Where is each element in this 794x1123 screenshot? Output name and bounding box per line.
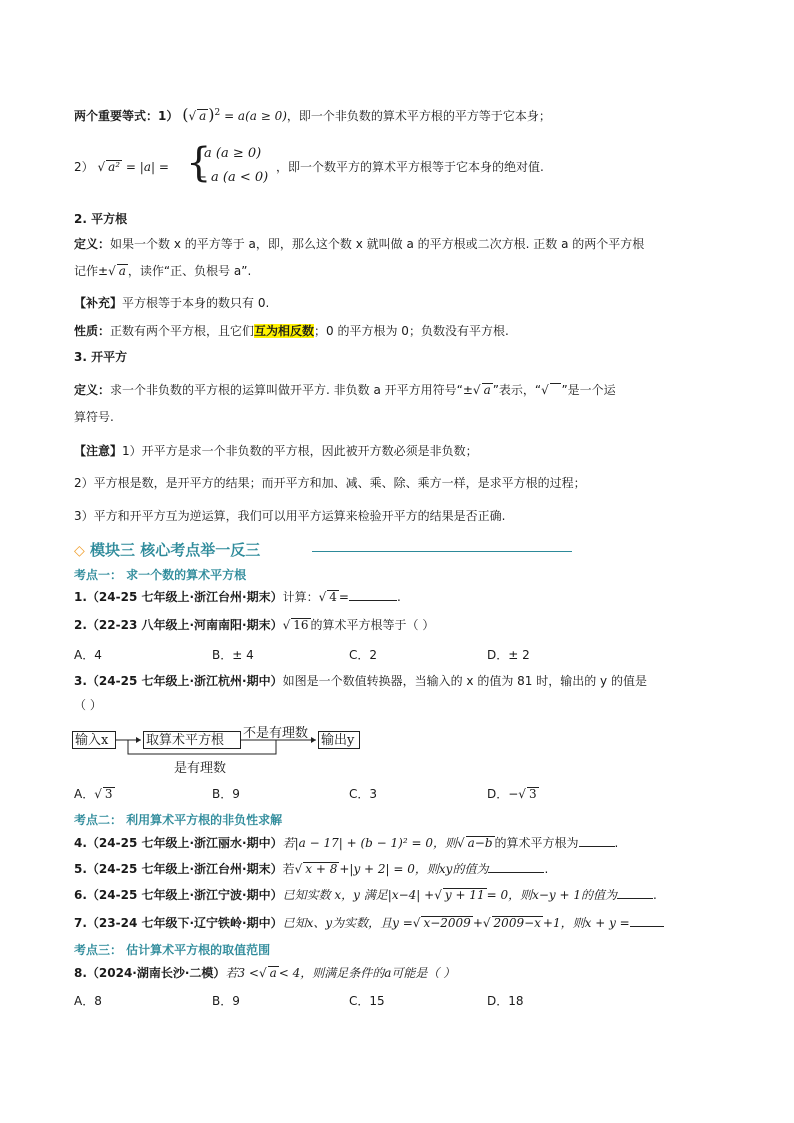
q7-a: 已知x、y为实数，且y = — [282, 916, 413, 930]
sec3-def-line1: 定义：求一个非负数的平方根的运算叫做开平方. 非负数 a 开平方用符号“±√ a ”表示，“√ ”是一个运 — [74, 383, 616, 397]
q7-radicand-2: 2009−x — [493, 916, 541, 930]
q3-opt-d-radicand: 3 — [528, 787, 537, 801]
left-brace: { — [186, 140, 212, 186]
q5-radicand: x + 8 — [305, 862, 338, 876]
q8-option-c[interactable]: C．15 — [349, 994, 385, 1008]
q3-source: 3.（24-25 七年级上·浙江杭州·期中） — [74, 674, 283, 688]
prop-b: ；0 的平方根为 0；负数没有平方根. — [314, 324, 509, 338]
prefix-2: 2） — [74, 160, 94, 174]
note-3: 3）平方和开平方互为逆运算，我们可以用平方运算来检验开平方的结果是否正确. — [74, 509, 506, 523]
highlighted-term: 互为相反数 — [254, 324, 315, 338]
prop-label: 性质： — [74, 324, 111, 338]
supp-label: 【补充】 — [74, 296, 123, 310]
q5: 5.（24-25 七年级上·浙江台州·期末）若√ x + 8 +|y + 2| = 0，则xy的值为 . — [74, 862, 549, 876]
q6-radicand: y + 11 — [444, 888, 485, 902]
q1: 1.（24-25 七年级上·浙江台州·期末）计算：√ 4 = . — [74, 590, 401, 604]
q7-radicand-1: x−2009 — [423, 916, 471, 930]
q8-a: 若3 < — [225, 966, 259, 980]
def-line1-text: 如果一个数 x 的平方等于 a，即，那么这个数 x 就叫做 a 的平方根或二次方根. 正数 a 的两个平方根 — [110, 237, 645, 251]
sqrt-a: a — [199, 109, 207, 123]
flow-process-box: 取算术平方根 — [143, 731, 241, 749]
q4-b: 的算术平方根为 — [494, 836, 579, 850]
q3-option-c[interactable]: C．3 — [349, 787, 378, 801]
flow-not-rational-label: 不是有理数 — [243, 726, 309, 741]
q8-b: < 4，则满足条件的a可能是（ ） — [278, 966, 456, 980]
q5-b: +|y + 2| = 0，则xy的值为 — [339, 862, 489, 876]
case-2: − a (a < 0) — [196, 170, 269, 185]
def3-label: 定义： — [74, 383, 111, 397]
eq1-rhs: = a(a ≥ 0) — [224, 109, 287, 123]
q6-answer-blank[interactable] — [617, 898, 653, 899]
def3-line1c: ”是一个运 — [561, 383, 616, 397]
q2-text: 的算术平方根等于（ ） — [310, 618, 435, 632]
q2-radicand: 16 — [293, 618, 309, 632]
q8-source: 8.（2024·湖南长沙·二模） — [74, 966, 226, 980]
prop-a: 正数有两个平方根，且它们 — [110, 324, 255, 338]
identity-line-1: 两个重要等式：1） (√ a )$^2$ = a(a ≥ 0)，即一个非负数的算术平方根的平方等于它本身； — [74, 105, 551, 124]
note-1: 1）开平方是求一个非负数的平方根，因此被开方数必须是非负数； — [122, 444, 478, 458]
q2-option-a[interactable]: A．4 — [74, 648, 102, 662]
q1-equals: = — [338, 590, 349, 604]
def-label: 定义： — [74, 237, 111, 251]
q3-option-d[interactable]: D．−√ 3 — [487, 787, 537, 801]
module-title: 模块三 核心考点举一反三 — [90, 541, 261, 559]
kp3-title: 考点三： 估计算术平方根的取值范围 — [74, 943, 271, 957]
kp2-title: 考点二： 利用算术平方根的非负性求解 — [74, 813, 283, 827]
q4-radicand: a−b — [467, 836, 493, 850]
sec2-title: 2. 平方根 — [74, 212, 128, 226]
diamond-icon: ◇ — [74, 543, 85, 559]
eq1-text: ，即一个非负数的算术平方根的平方等于它本身； — [286, 109, 551, 123]
flow-input-box: 输入x — [72, 731, 116, 749]
q7-plus: + — [472, 916, 483, 930]
note-label: 【注意】 — [74, 444, 123, 458]
q4: 4.（24-25 七年级上·浙江丽水·期中）若|a − 17| + (b − 1)² = 0，则√ a−b 的算术平方根为 . — [74, 836, 619, 850]
q2-source: 2.（22-23 八年级上·河南南阳·期末） — [74, 618, 283, 632]
flow-rational-label: 是有理数 — [174, 761, 227, 776]
q7-answer-blank[interactable] — [630, 926, 664, 927]
q6: 6.（24-25 七年级上·浙江宁波·期中）已知实数 x，y 满足|x−4| +√ y + 11 = 0，则x−y + 1的值为 . — [74, 888, 657, 902]
q2-option-c[interactable]: C．2 — [349, 648, 378, 662]
q1-source: 1.（24-25 七年级上·浙江台州·期末） — [74, 590, 283, 604]
def3-line2: 算符号. — [74, 410, 114, 424]
def-line2a: 记作± — [74, 264, 109, 278]
def-line2b: ，读作“正、负根号 a”. — [127, 264, 252, 278]
q6-a: 已知实数 x，y 满足|x−4| + — [282, 888, 435, 902]
q3-opt-a-label: A． — [74, 787, 95, 801]
q8-option-a[interactable]: A．8 — [74, 994, 102, 1008]
case-1: a (a ≥ 0) — [204, 146, 262, 161]
q8: 8.（2024·湖南长沙·二模）若3 <√ a < 4，则满足条件的a可能是（ ） — [74, 966, 456, 980]
q3-opt-d-label: D．− — [487, 787, 519, 801]
q2-option-b[interactable]: B．± 4 — [212, 648, 254, 662]
eq2-text: ，即一个数平方的算术平方根等于它本身的绝对值. — [276, 160, 544, 174]
q2-option-d[interactable]: D．± 2 — [487, 648, 530, 662]
q7-source: 7.（23-24 七年级下·辽宁铁岭·期中） — [74, 916, 283, 930]
sec2-def-line2: 记作±√ a ，读作“正、负根号 a”. — [74, 264, 252, 278]
identities-label: 两个重要等式：1） — [74, 109, 179, 123]
q3-option-b[interactable]: B．9 — [212, 787, 240, 801]
supp-text: 平方根等于本身的数只有 0. — [122, 296, 270, 310]
eq2-lhs: = |a| = — [125, 160, 169, 174]
q3-option-a[interactable]: A．√ 3 — [74, 787, 113, 801]
q7: 7.（23-24 七年级下·辽宁铁岭·期中）已知x、y为实数，且y =√ x−2009 +√ 2009−x +1，则x + y = — [74, 914, 664, 932]
q2: 2.（22-23 八年级上·河南南阳·期末）√ 16 的算术平方根等于（ ） — [74, 618, 435, 632]
q3-opt-a-radicand: 3 — [104, 787, 113, 801]
q7-b: +1，则x + y = — [542, 916, 630, 930]
q4-a: 若|a − 17| + (b − 1)² = 0，则 — [282, 836, 457, 850]
q1-radicand: 4 — [329, 590, 337, 604]
flow-output-box: 输出y — [318, 731, 360, 749]
q4-answer-blank[interactable] — [579, 846, 615, 847]
sec3-title: 3. 开平方 — [74, 350, 128, 364]
q8-radicand: a — [269, 966, 277, 980]
q3-paren: （ ） — [74, 698, 102, 712]
q1-text: 计算： — [282, 590, 319, 604]
q5-answer-blank[interactable] — [488, 872, 544, 873]
arrow-loop-back — [128, 740, 276, 754]
def3-line1a: 求一个非负数的平方根的运算叫做开平方. 非负数 a 开平方用符号“± — [110, 383, 473, 397]
q6-source: 6.（24-25 七年级上·浙江宁波·期中） — [74, 888, 283, 902]
q5-a: 若 — [282, 862, 295, 876]
q8-option-d[interactable]: D．18 — [487, 994, 524, 1008]
q5-source: 5.（24-25 七年级上·浙江台州·期末） — [74, 862, 283, 876]
kp1-title: 考点一： 求一个数的算术平方根 — [74, 568, 247, 582]
q4-source: 4.（24-25 七年级上·浙江丽水·期中） — [74, 836, 283, 850]
q8-option-b[interactable]: B．9 — [212, 994, 240, 1008]
note-2: 2）平方根是数，是开平方的结果；而开平方和加、减、乘、除、乘方一样，是求平方根的过程； — [74, 476, 586, 490]
def3-line1b: ”表示，“ — [492, 383, 542, 397]
identity-line-2: 2） √ a² = |a| = — [74, 160, 169, 174]
q3-text: 如图是一个数值转换器，当输入的 x 的值为 81 时，输出的 y 的值是 — [282, 674, 647, 688]
q6-b: = 0，则x−y + 1的值为 — [486, 888, 618, 902]
